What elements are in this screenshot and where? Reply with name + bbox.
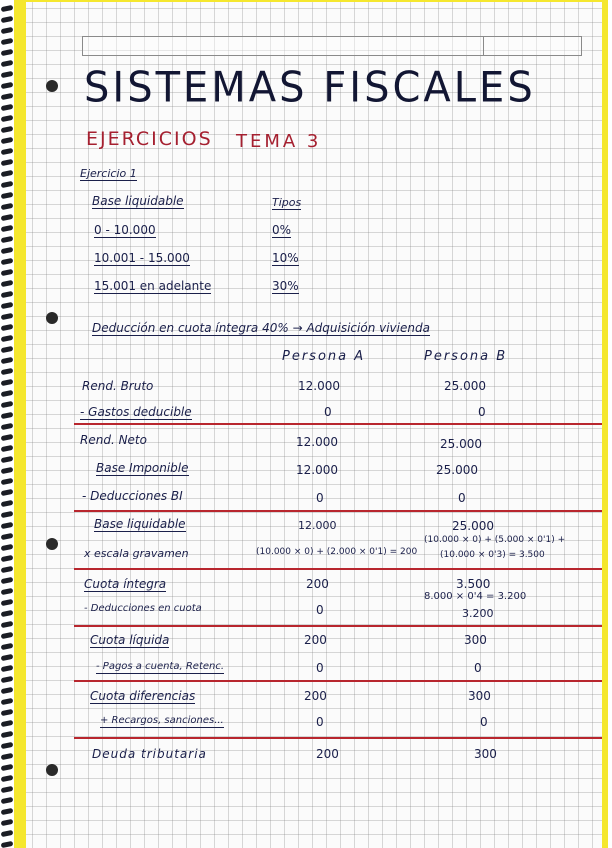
row-label-cuota-integra: Cuota íntegra [84,577,167,591]
spiral-coil [1,676,14,683]
spiral-coil [1,467,14,474]
value-a: 0 [316,603,324,617]
spiral-coil [1,511,14,518]
scale-rate: 30% [272,279,299,293]
spiral-coil [1,687,14,694]
row-label-deducciones-cuota: - Deducciones en cuota [84,603,202,614]
row-label-rend-bruto: Rend. Bruto [82,379,154,393]
spiral-coil [1,269,14,276]
spiral-coil [1,104,14,111]
column-header-persona-a: Persona A [282,349,366,364]
value-a: 0 [324,405,332,419]
value-a: 12.000 [298,379,340,393]
spiral-coil [1,148,14,155]
spiral-binding [0,0,14,848]
spiral-coil [1,412,14,419]
scale-range: 0 - 10.000 [94,223,156,237]
page-title: SISTEMAS FISCALES [84,63,536,113]
row-label-recargos: + Recargos, sanciones... [100,715,224,726]
row-label-deducciones-bi: - Deducciones BI [82,489,183,503]
row-label-gastos: - Gastos deducible [80,405,192,419]
spiral-coil [1,401,14,408]
punch-hole [46,312,58,324]
spiral-coil [1,423,14,430]
spiral-coil [1,335,14,342]
spiral-coil [1,632,14,639]
value-a: 0 [316,491,324,505]
scale-header-tipos: Tipos [272,196,302,209]
spiral-coil [1,808,14,815]
row-label-base-imponible: Base Imponible [96,461,189,475]
scale-range: 10.001 - 15.000 [94,251,190,265]
spiral-coil [1,731,14,738]
spiral-coil [1,599,14,606]
value-b: 300 [464,633,487,647]
page-subtitle-topic: TEMA 3 [236,131,322,152]
row-label-deuda-tributaria: Deuda tributaria [92,747,207,761]
spiral-coil [1,192,14,199]
spiral-coil [1,280,14,287]
row-label-escala: x escala gravamen [84,547,189,560]
spiral-coil [1,709,14,716]
value-b: 300 [474,747,497,761]
punch-hole [46,764,58,776]
value-b: 0 [478,405,486,419]
spiral-coil [1,82,14,89]
spiral-coil [1,522,14,529]
scale-rate: 0% [272,223,292,237]
spiral-coil [1,588,14,595]
spiral-coil [1,93,14,100]
row-label-cuota-diferencias: Cuota diferencias [90,689,196,703]
scale-range: 15.001 en adelante [94,279,212,293]
spiral-coil [1,643,14,650]
spiral-coil [1,555,14,562]
row-label-cuota-liquida: Cuota líquida [90,633,170,647]
spiral-coil [1,27,14,34]
spiral-coil [1,60,14,67]
spiral-coil [1,720,14,727]
section-divider [74,737,602,739]
spiral-coil [1,742,14,749]
spiral-coil [1,566,14,573]
spiral-coil [1,764,14,771]
value-b: 25.000 [440,437,482,451]
value-a: 200 [306,577,329,591]
spiral-coil [1,203,14,210]
spiral-coil [1,786,14,793]
spiral-coil [1,291,14,298]
spiral-coil [1,379,14,386]
spiral-coil [1,775,14,782]
spiral-coil [1,478,14,485]
spiral-coil [1,324,14,331]
column-header-persona-b: Persona B [424,349,508,364]
value-b: 25.000 [444,379,486,393]
spiral-coil [1,654,14,661]
spiral-coil [1,753,14,760]
spiral-coil [1,38,14,45]
section-divider [74,625,602,627]
spiral-coil [1,313,14,320]
spiral-coil [1,302,14,309]
value-b: 25.000 [452,519,494,533]
spiral-coil [1,544,14,551]
value-b: 3.500 [456,577,491,591]
value-b: 0 [480,715,488,729]
spiral-coil [1,225,14,232]
value-b: 0 [474,661,482,675]
value-b: 3.200 [462,607,494,620]
value-b-calc: (10.000 × 0) + (5.000 × 0'1) + [424,535,566,545]
value-a: 12.000 [296,463,338,477]
value-b-calc: (10.000 × 0'3) = 3.500 [440,550,545,560]
value-a: 200 [304,689,327,703]
spiral-coil [1,357,14,364]
scale-rate: 10% [272,251,299,265]
header-box [82,36,582,56]
spiral-coil [1,346,14,353]
spiral-coil [1,170,14,177]
spiral-coil [1,489,14,496]
value-a: 200 [304,633,327,647]
value-b: 0 [458,491,466,505]
spiral-coil [1,819,14,826]
section-divider [74,680,602,682]
spiral-coil [1,368,14,375]
spiral-coil [1,533,14,540]
spiral-coil [1,445,14,452]
spiral-coil [1,16,14,23]
value-a: 12.000 [296,435,338,449]
row-label-rend-neto: Rend. Neto [80,433,147,447]
spiral-coil [1,698,14,705]
spiral-coil [1,500,14,507]
value-a: 200 [316,747,339,761]
spiral-coil [1,621,14,628]
spiral-coil [1,71,14,78]
punch-hole [46,538,58,550]
scale-header-base: Base liquidable [92,194,184,208]
section-divider [74,510,602,512]
value-a: 0 [316,715,324,729]
spiral-coil [1,115,14,122]
spiral-coil [1,49,14,56]
spiral-coil [1,665,14,672]
spiral-coil [1,577,14,584]
spiral-coil [1,236,14,243]
value-a: 0 [316,661,324,675]
spiral-coil [1,159,14,166]
page-subtitle: EJERCICIOS [86,128,213,150]
section-divider [74,568,602,570]
spiral-coil [1,214,14,221]
value-b-calc: 8.000 × 0'4 = 3.200 [424,591,527,602]
spiral-coil [1,434,14,441]
spiral-coil [1,258,14,265]
spiral-coil [1,456,14,463]
spiral-coil [1,797,14,804]
spiral-coil [1,181,14,188]
deduction-note: Deducción en cuota íntegra 40% → Adquisición vivienda [92,321,430,335]
spiral-coil [1,830,14,837]
spiral-coil [1,610,14,617]
spiral-coil [1,247,14,254]
value-b: 300 [468,689,491,703]
spiral-coil [1,137,14,144]
spiral-coil [1,126,14,133]
row-label-pagos: - Pagos a cuenta, Retenc. [96,661,225,672]
value-b: 25.000 [436,463,478,477]
value-a-calc: (10.000 × 0) + (2.000 × 0'1) = 200 [256,547,418,557]
exercise-heading: Ejercicio 1 [80,167,137,180]
value-a: 12.000 [298,519,337,532]
section-divider [74,423,602,425]
spiral-coil [1,5,14,12]
spiral-coil [1,841,14,848]
punch-hole [46,80,58,92]
row-label-base-liquidable: Base liquidable [94,517,186,531]
spiral-coil [1,390,14,397]
